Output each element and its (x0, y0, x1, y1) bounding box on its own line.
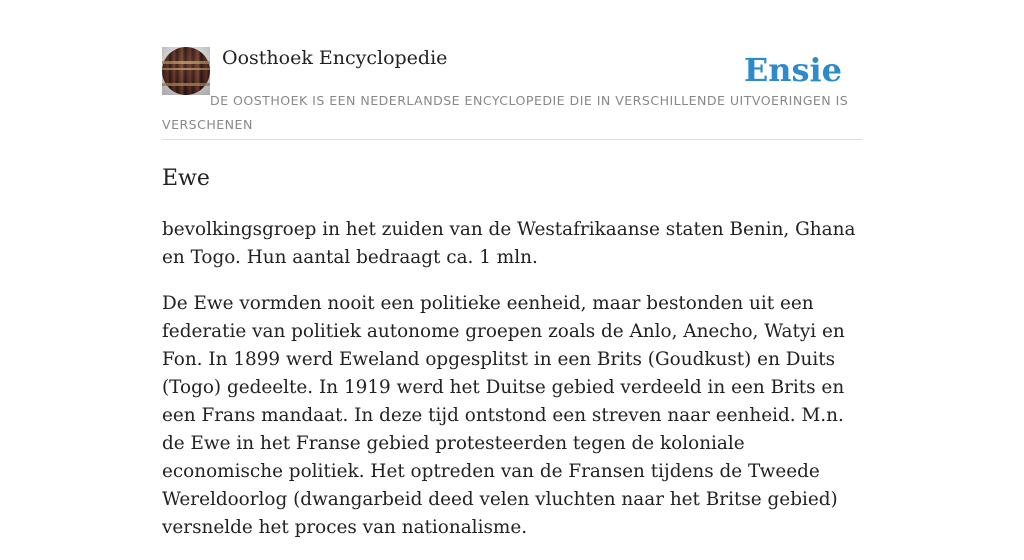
encyclopedia-books-icon[interactable] (162, 47, 210, 95)
ensie-logo-link[interactable]: Ensie (743, 51, 842, 89)
site-tagline: DE OOSTHOEK IS EEN NEDERLANDSE ENCYCLOPEDIE DIE IN VERSCHILLENDE UITVOERINGEN IS VERSCHENEN (162, 93, 849, 132)
site-title-link[interactable]: Oosthoek Encyclopedie (222, 47, 448, 69)
site-header (162, 0, 862, 140)
article-title: Ewe (162, 166, 210, 191)
avatar-shade (162, 47, 210, 95)
article-paragraph: bevolkingsgroep in het zuiden van de Westafrikaanse staten Benin, Ghana en Togo. Hun aantal bedraagt ca. 1 mln. (162, 219, 856, 268)
article-paragraph: De Ewe vormden nooit een politieke eenheid, maar bestonden uit een federatie van politiek autonome groepen zoals de Anlo, Anecho, Watyi en Fon. In 1899 werd Eweland opgesplitst in een Brits (Goudkust) en Duits (Togo) gedeelte. In 1919 werd het Duitse gebied verdeeld in een Brits en een Frans mandaat. In deze tijd ontstond een streven naar eenheid. M.n. de Ewe in het Franse gebied protesteerden tegen de koloniale economische politiek. Het optreden van de Fransen tijdens de Tweede Wereldoorlog (dwangarbeid deed velen vluchten naar het Britse gebied) versnelde het proces van nationalisme. (162, 293, 845, 538)
article-body (162, 216, 862, 560)
page-container (162, 0, 862, 538)
